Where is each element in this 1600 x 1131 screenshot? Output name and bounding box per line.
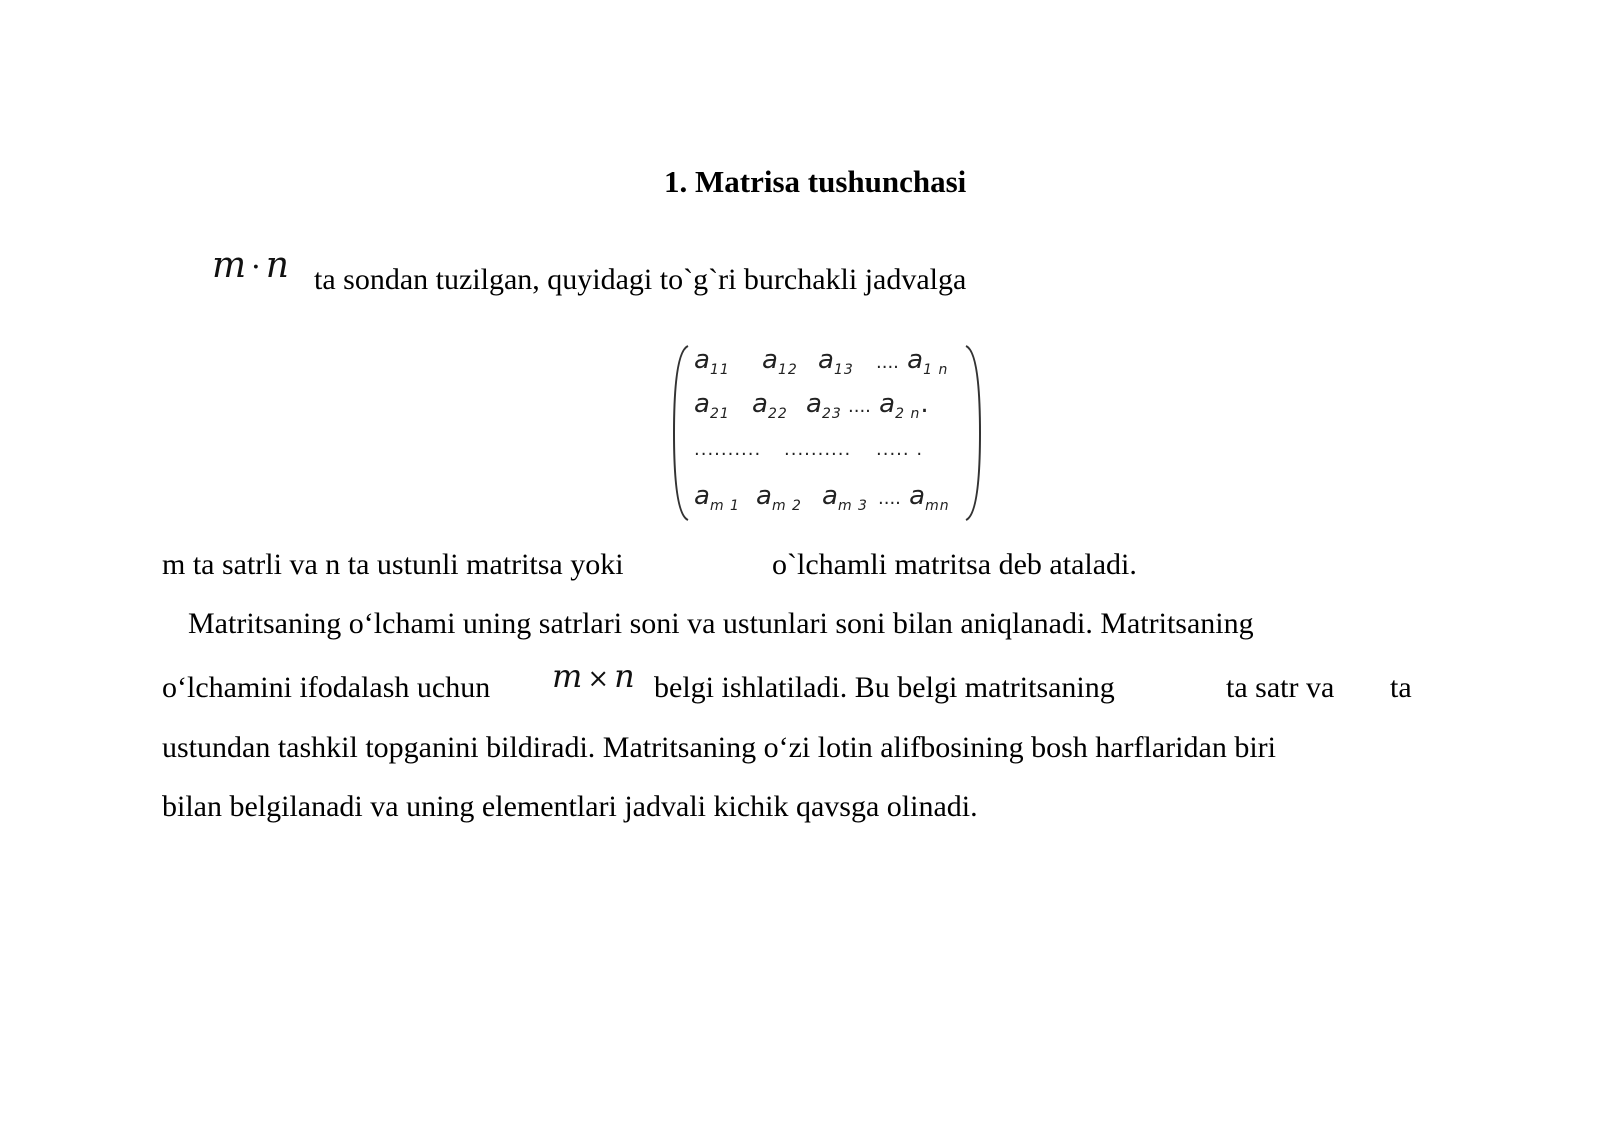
math-m-times-n (552, 656, 636, 699)
para-line-2c: ta satr va (1226, 671, 1335, 704)
line2-left: m ta satrli va n ta ustunli matritsa yoki (162, 548, 624, 581)
left-paren (672, 344, 692, 522)
para-line-2d: ta (1390, 671, 1412, 704)
matrix-cell: .... $a_{2 n}$. (848, 389, 929, 422)
para-line-2b: belgi ishlatiladi. Bu belgi matritsaning (654, 671, 1115, 704)
line1-text: ta sondan tuzilgan, quyidagi to`g`ri burchakli jadvalga (314, 263, 967, 296)
matrix-ellipsis: .......... (694, 439, 762, 460)
matrix-ellipsis: ..... . (876, 439, 924, 460)
math-times: × (587, 664, 611, 694)
matrix-cell: $a_{m 3}$ (822, 481, 868, 514)
section-heading: 1. Matrisa tushunchasi (664, 164, 967, 199)
matrix-cell: $a_{m 2}$ (756, 481, 802, 514)
math-m: m (552, 657, 584, 695)
math-dot: · (251, 250, 262, 285)
matrix-display (672, 344, 982, 522)
math-m-dot-n (212, 246, 290, 288)
matrix-cell: $a_{m 1}$ (694, 481, 740, 514)
matrix-cell: $a_{11}$ (694, 345, 730, 378)
math-n: n (614, 657, 636, 695)
math-m: m (212, 245, 248, 286)
matrix-cell: .... $a_{mn}$ (878, 481, 950, 514)
matrix-cell: $a_{21}$ (694, 389, 730, 422)
line2-right: o`lchamli matritsa deb ataladi. (772, 548, 1137, 581)
para-line-2a: o‘lchamini ifodalash uchun (162, 671, 491, 704)
matrix-ellipsis: .......... (784, 439, 852, 460)
matrix-cell: $a_{12}$ (762, 345, 798, 378)
matrix-cell: $a_{13}$ (818, 345, 854, 378)
matrix-cell: .... $a_{1 n}$ (876, 345, 949, 378)
matrix-cell: $a_{22}$ (752, 389, 788, 422)
matrix-cell: $a_{23}$ (806, 389, 842, 422)
para-line-3: ustundan tashkil topganini bildiradi. Matritsaning o‘zi lotin alifbosining bosh harflaridan biri (162, 731, 1276, 764)
math-n: n (265, 245, 290, 286)
right-paren (962, 344, 982, 522)
para-line-1: Matritsaning o‘lchami uning satrlari soni va ustunlari soni bilan aniqlanadi. Matritsaning (188, 607, 1254, 640)
para-line-4: bilan belgilanadi va uning elementlari jadvali kichik qavsga olinadi. (162, 790, 978, 823)
